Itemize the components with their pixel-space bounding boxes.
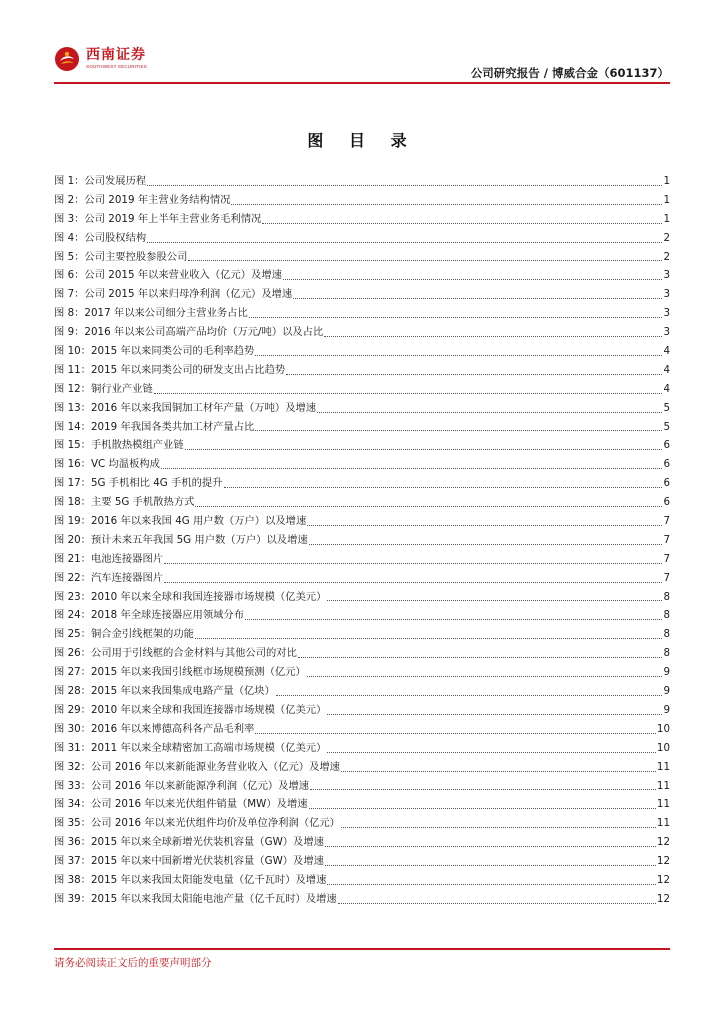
toc-entry-page: 6: [663, 439, 670, 452]
toc-entry-page: 6: [663, 458, 670, 471]
toc-entry-page: 6: [663, 477, 670, 490]
toc-leader-dots: [283, 278, 663, 280]
toc-entry-page: 1: [663, 175, 670, 187]
toc-entry-page: 11: [656, 779, 670, 792]
toc-entry-label: 图 31：2011 年以来全球精密加工高端市场规模（亿美元）: [54, 741, 327, 754]
toc-entry-label: 图 18：主要 5G 手机散热方式: [54, 496, 195, 509]
toc-entry-page: 1: [663, 212, 670, 225]
toc-leader-dots: [307, 675, 663, 677]
toc-entry[interactable]: [54, 210, 670, 229]
logo-en-text: SOUTHWEST SECURITIES: [86, 64, 147, 70]
toc-leader-dots: [325, 864, 656, 866]
toc-entry-label: 图 28：2015 年以来我国集成电路产量（亿块）: [54, 685, 275, 698]
toc-leader-dots: [164, 581, 662, 583]
toc-leader-dots: [195, 637, 663, 639]
toc-entry-page: 7: [663, 533, 670, 546]
toc-leader-dots: [224, 486, 663, 488]
toc-leader-dots: [188, 259, 662, 261]
toc-leader-dots: [298, 656, 663, 658]
toc-entry-label: 图 17：5G 手机相比 4G 手机的提升: [54, 477, 223, 490]
toc-leader-dots: [327, 713, 662, 715]
toc-entry[interactable]: [54, 663, 670, 682]
toc-entry[interactable]: [54, 833, 670, 852]
toc-leader-dots: [327, 599, 662, 601]
toc-entry[interactable]: [54, 531, 670, 550]
toc-entry[interactable]: [54, 172, 670, 191]
toc-entry-label: 图 6：公司 2015 年以来营业收入（亿元）及增速: [54, 269, 282, 282]
toc-entry[interactable]: [54, 682, 670, 701]
toc-entry-label: 图 39：2015 年以来我国太阳能电池产量（亿千瓦时）及增速: [54, 892, 337, 905]
toc-leader-dots: [309, 543, 663, 545]
toc-entry-page: 12: [656, 892, 670, 905]
toc-entry[interactable]: [54, 304, 670, 323]
toc-entry[interactable]: [54, 890, 670, 909]
toc-entry[interactable]: [54, 399, 670, 418]
toc-entry[interactable]: [54, 644, 670, 663]
toc-entry-page: 3: [663, 269, 670, 282]
toc-entry-label: 图 7：公司 2015 年以来归母净利润（亿元）及增速: [54, 288, 293, 301]
toc-entry-label: 图 2：公司 2019 年主营业务结构情况: [54, 193, 231, 206]
toc-leader-dots: [262, 222, 662, 224]
toc-entry-page: 3: [663, 307, 670, 320]
toc-entry-label: 图 9：2016 年以来公司高端产品均价（万元/吨）以及占比: [54, 326, 324, 339]
toc-leader-dots: [276, 694, 663, 696]
toc-entry[interactable]: [54, 701, 670, 720]
toc-entry-label: 图 23：2010 年以来全球和我国连接器市场规模（亿美元）: [54, 590, 327, 603]
toc-entry[interactable]: [54, 758, 670, 777]
toc-leader-dots: [147, 241, 662, 243]
toc-entry-page: 6: [663, 496, 670, 509]
toc-entry-label: 图 35：公司 2016 年以来光伏组件均价及单位净利润（亿元）: [54, 817, 340, 830]
toc-entry-page: 8: [663, 609, 670, 622]
toc-entry[interactable]: [54, 777, 670, 796]
toc-entry-page: 3: [663, 326, 670, 339]
toc-entry[interactable]: [54, 852, 670, 871]
toc-entry[interactable]: [54, 266, 670, 285]
toc-entry-label: 图 37：2015 年以来中国新增光伏装机容量（GW）及增速: [54, 855, 324, 868]
toc-entry-label: 图 30：2016 年以来博德高科各产品毛利率: [54, 722, 255, 735]
toc-entry[interactable]: [54, 248, 670, 267]
toc-leader-dots: [154, 392, 663, 394]
toc-entry-label: 图 20：预计未来五年我国 5G 用户数（万户）以及增速: [54, 533, 308, 546]
toc-entry[interactable]: [54, 588, 670, 607]
toc-entry-page: 12: [656, 873, 670, 886]
toc-entry-label: 图 5：公司主要控股参股公司: [54, 250, 188, 263]
toc-entry[interactable]: [54, 474, 670, 493]
toc-leader-dots: [309, 807, 656, 809]
footer-divider: [54, 948, 670, 950]
toc-entry[interactable]: [54, 569, 670, 588]
toc-entry-label: 图 34：公司 2016 年以来光伏组件销量（MW）及增速: [54, 798, 308, 811]
toc-entry[interactable]: [54, 720, 670, 739]
toc-leader-dots: [249, 316, 663, 318]
toc-entry-page: 4: [663, 363, 670, 376]
toc-entry-label: 图 1：公司发展历程: [54, 175, 147, 187]
toc-leader-dots: [293, 297, 662, 299]
toc-entry-label: 图 26：公司用于引线框的合金材料与其他公司的对比: [54, 647, 297, 660]
toc-entry-page: 10: [656, 741, 670, 754]
toc-entry-page: 3: [663, 288, 670, 301]
toc-entry-label: 图 29：2010 年以来全球和我国连接器市场规模（亿美元）: [54, 703, 327, 716]
toc-entry-label: 图 25：铜合金引线框架的功能: [54, 628, 194, 641]
toc-entry[interactable]: [54, 361, 670, 380]
toc-entry-label: 图 10：2015 年以来同类公司的毛利率趋势: [54, 345, 255, 358]
toc-entry-page: 2: [663, 250, 670, 263]
toc-leader-dots: [327, 751, 656, 753]
toc-entry-label: 图 21：电池连接器图片: [54, 552, 164, 565]
page-header: [0, 0, 724, 84]
toc-leader-dots: [231, 203, 662, 205]
toc-entry-label: 图 8：2017 年以来公司细分主营业务占比: [54, 307, 248, 320]
toc-entry-page: 1: [663, 193, 670, 206]
toc-entry-label: 图 38：2015 年以来我国太阳能发电量（亿千瓦时）及增速: [54, 873, 327, 886]
toc-entry[interactable]: [54, 606, 670, 625]
toc-entry-label: 图 24：2018 年全球连接器应用领域分布: [54, 609, 245, 622]
toc-entry-label: 图 19：2016 年以来我国 4G 用户数（万户）以及增速: [54, 515, 307, 528]
toc-entry[interactable]: [54, 871, 670, 890]
toc-leader-dots: [310, 788, 656, 790]
toc-leader-dots: [286, 373, 662, 375]
toc-leader-dots: [195, 505, 662, 507]
toc-leader-dots: [307, 524, 662, 526]
report-title: 公司研究报告 / 博威合金（601137）: [470, 66, 669, 80]
toc-entry-label: 图 32：公司 2016 年以来新能源业务营业收入（亿元）及增速: [54, 760, 340, 773]
toc-entry[interactable]: [54, 550, 670, 569]
toc-entry-label: 图 22：汽车连接器图片: [54, 571, 164, 584]
logo-cn-text: 西南证券: [86, 47, 146, 64]
toc-leader-dots: [341, 826, 656, 828]
toc-entry-label: 图 4：公司股权结构: [54, 231, 147, 244]
toc-entry[interactable]: [54, 739, 670, 758]
toc-entry[interactable]: [54, 814, 670, 833]
toc-entry-page: 4: [663, 345, 670, 358]
toc-entry[interactable]: [54, 455, 670, 474]
toc-leader-dots: [327, 883, 656, 885]
toc-entry[interactable]: [54, 342, 670, 361]
company-logo: [54, 44, 164, 74]
toc-entry-page: 9: [663, 666, 670, 679]
toc-entry[interactable]: [54, 436, 670, 455]
toc-entry-page: 12: [656, 855, 670, 868]
toc-leader-dots: [185, 448, 663, 450]
toc-entry-label: 图 27：2015 年以来我国引线框市场规模预测（亿元）: [54, 666, 306, 679]
toc-entry-page: 12: [656, 836, 670, 849]
toc-entry-page: 8: [663, 590, 670, 603]
toc-entry-label: 图 36：2015 年以来全球新增光伏装机容量（GW）及增速: [54, 836, 324, 849]
toc-entry-label: 图 11：2015 年以来同类公司的研发支出占比趋势: [54, 363, 286, 376]
toc-leader-dots: [341, 770, 656, 772]
toc-leader-dots: [255, 732, 656, 734]
toc-leader-dots: [338, 902, 656, 904]
southwest-securities-logo-icon: [54, 46, 80, 72]
toc-leader-dots: [245, 618, 662, 620]
toc-entry-label: 图 3：公司 2019 年上半年主营业务毛利情况: [54, 212, 262, 225]
toc-entry[interactable]: [54, 625, 670, 644]
header-divider: [54, 82, 670, 84]
toc-entry[interactable]: [54, 493, 670, 512]
toc-entry-label: 图 33：公司 2016 年以来新能源净利润（亿元）及增速: [54, 779, 310, 792]
toc-leader-dots: [161, 467, 662, 469]
toc-entry-page: 5: [663, 401, 670, 414]
toc-entry-page: 7: [663, 571, 670, 584]
toc-leader-dots: [164, 562, 662, 564]
toc-entry[interactable]: [54, 380, 670, 399]
toc-leader-dots: [317, 411, 662, 413]
toc-leader-dots: [255, 354, 662, 356]
toc-entry[interactable]: [54, 323, 670, 342]
toc-heading: 图 目 录: [307, 131, 417, 150]
toc-entry-page: 9: [663, 685, 670, 698]
footer-disclaimer: 请务必阅读正文后的重要声明部分: [54, 957, 212, 969]
toc-leader-dots: [324, 335, 662, 337]
toc-entry-page: 11: [656, 798, 670, 811]
toc-entry-label: 图 13：2016 年以来我国铜加工材年产量（万吨）及增速: [54, 401, 317, 414]
toc-entry-label: 图 14：2019 年我国各类共加工材产量占比: [54, 420, 255, 433]
toc-leader-dots: [255, 429, 662, 431]
toc-entry-page: 7: [663, 515, 670, 528]
toc-entry[interactable]: [54, 191, 670, 210]
toc-leader-dots: [147, 184, 662, 186]
toc-entry-page: 8: [663, 647, 670, 660]
toc-entry-page: 2: [663, 231, 670, 244]
toc-entry-page: 11: [656, 760, 670, 773]
toc-entry-label: 图 12：铜行业产业链: [54, 382, 153, 395]
toc-entry[interactable]: [54, 418, 670, 437]
figure-toc-list: [54, 172, 670, 909]
toc-entry-page: 9: [663, 703, 670, 716]
toc-entry[interactable]: [54, 229, 670, 248]
toc-entry[interactable]: [54, 512, 670, 531]
toc-entry-page: 8: [663, 628, 670, 641]
toc-entry-page: 5: [663, 420, 670, 433]
toc-entry-label: 图 15：手机散热模组产业链: [54, 439, 184, 452]
toc-entry[interactable]: [54, 285, 670, 304]
toc-entry[interactable]: [54, 795, 670, 814]
toc-entry-page: 7: [663, 552, 670, 565]
toc-entry-page: 4: [663, 382, 670, 395]
toc-entry-label: 图 16：VC 均温板构成: [54, 458, 160, 471]
toc-leader-dots: [325, 845, 656, 847]
toc-entry-page: 10: [656, 722, 670, 735]
toc-entry-page: 11: [656, 817, 670, 830]
